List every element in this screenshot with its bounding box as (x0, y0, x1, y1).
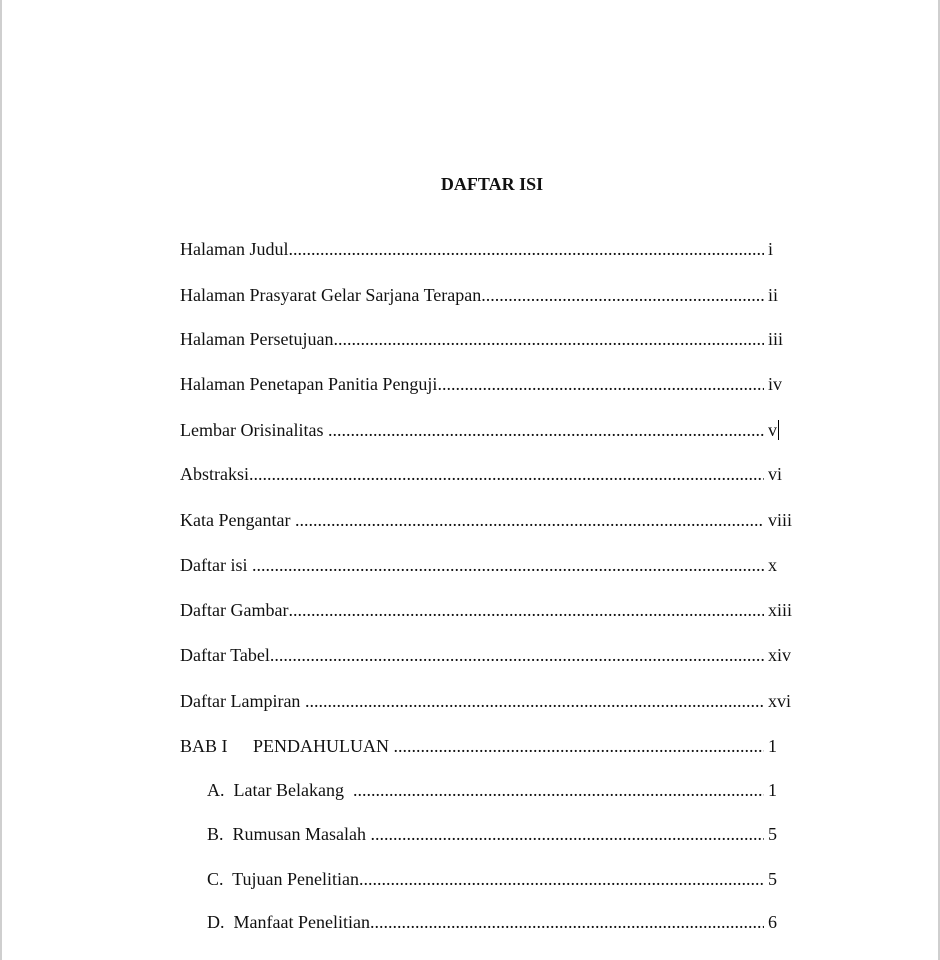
toc-label: C. Tujuan Penelitian (207, 869, 360, 889)
toc-label: Daftar Gambar (180, 600, 289, 620)
toc-entry[interactable] (180, 462, 800, 486)
toc-entry[interactable] (180, 689, 800, 713)
dot-leader (288, 598, 764, 622)
toc-label: A. Latar Belakang (207, 780, 353, 800)
toc-entry[interactable] (180, 598, 800, 622)
toc-label: Daftar isi (180, 555, 252, 575)
toc-label: Daftar Lampiran (180, 691, 305, 711)
toc-page-number: 1 (768, 736, 777, 756)
dot-leader (249, 462, 764, 486)
toc-entry[interactable] (180, 643, 800, 667)
dot-leader (371, 822, 765, 846)
chapter-title: PENDAHULUAN (253, 736, 394, 756)
dot-leader (305, 689, 764, 713)
toc-entry[interactable] (180, 508, 800, 532)
toc-page-number: xvi (768, 691, 792, 711)
dot-leader (295, 508, 764, 532)
toc-entry[interactable] (180, 283, 800, 307)
chapter-number: BAB I (180, 736, 228, 756)
toc-label: Halaman Prasyarat Gelar Sarjana Terapan (180, 285, 482, 305)
toc-page-number: i (768, 239, 774, 259)
toc-page-number: 6 (768, 912, 777, 932)
toc-page-number: x (768, 555, 777, 575)
toc-page-number: 1 (768, 780, 777, 800)
toc-label: D. Manfaat Penelitian (207, 912, 370, 932)
dot-leader (481, 283, 764, 307)
toc-label: Lembar Orisinalitas (180, 420, 328, 440)
toc-chapter-label (180, 734, 394, 758)
dot-leader (353, 778, 764, 802)
dot-leader (394, 734, 765, 758)
dot-leader (328, 418, 764, 442)
toc-page-number: xiv (768, 645, 792, 665)
toc-entry[interactable] (180, 237, 800, 261)
toc-page-number: 5 (768, 869, 777, 889)
toc-page-number: iii (768, 329, 784, 349)
dot-leader (370, 910, 764, 934)
toc-page-number: xiii (768, 600, 793, 620)
toc-page-number: viii (768, 510, 793, 530)
toc-page-number (764, 418, 800, 442)
toc-chapter-entry[interactable] (180, 734, 800, 758)
toc-label: Halaman Penetapan Panitia Penguji (180, 374, 438, 394)
toc-page-number: iv (768, 374, 783, 394)
toc-subsection-entry[interactable] (207, 822, 800, 846)
toc-label: Halaman Judul (180, 239, 289, 259)
toc-page-number: vi (768, 464, 783, 484)
toc-page-number: ii (768, 285, 779, 305)
toc-page-number: 5 (768, 824, 777, 844)
toc-label: Abstraksi (180, 464, 249, 484)
dot-leader (359, 867, 764, 891)
dot-leader (333, 327, 764, 351)
toc-label: Kata Pengantar (180, 510, 295, 530)
text-cursor (778, 420, 779, 440)
toc-entry[interactable] (180, 553, 800, 577)
toc-entry[interactable] (180, 372, 800, 396)
toc-label: Daftar Tabel (180, 645, 270, 665)
page-title: DAFTAR ISI (440, 174, 544, 194)
toc-label: Halaman Persetujuan (180, 329, 334, 349)
toc-label: B. Rumusan Masalah (207, 824, 371, 844)
toc-subsection-entry[interactable] (207, 867, 800, 891)
toc-entry[interactable] (180, 418, 800, 442)
dot-leader (270, 643, 764, 667)
dot-leader (252, 553, 764, 577)
toc-page-number-text: v (768, 420, 777, 440)
toc-subsection-entry[interactable] (207, 910, 800, 934)
dot-leader (288, 237, 764, 261)
toc-subsection-entry[interactable] (207, 778, 800, 802)
dot-leader (437, 372, 764, 396)
toc-entry[interactable] (180, 327, 800, 351)
